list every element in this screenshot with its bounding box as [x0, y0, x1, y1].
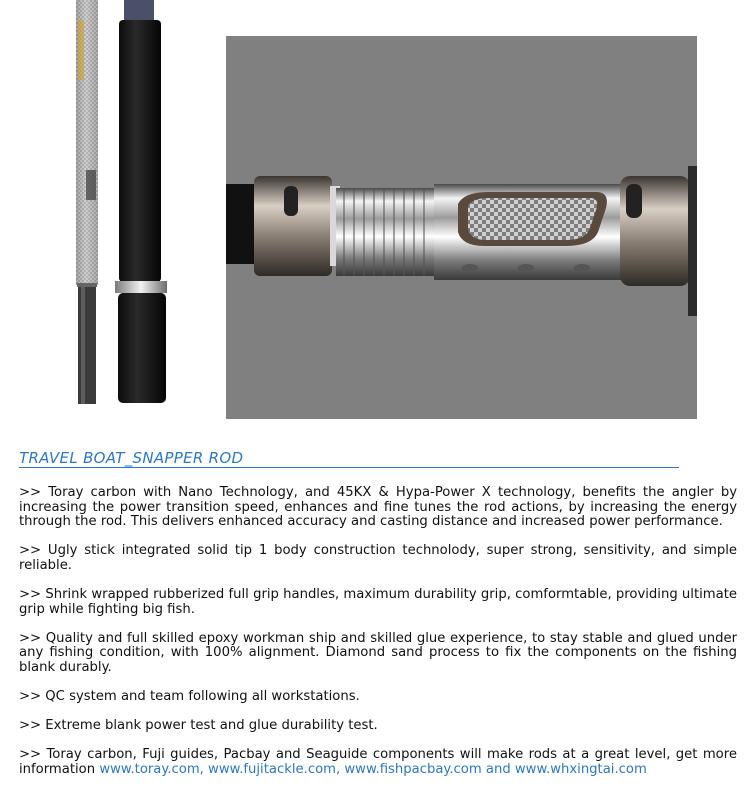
title-underline: [19, 467, 679, 468]
feature-paragraph: >> Extreme blank power test and glue durability test.: [19, 718, 378, 734]
feature-paragraph-links: [19, 748, 737, 777]
feature-paragraph: >> Toray carbon with Nano Technology, and 45KX & Hypa-Power X technology, benefits the angler by increasing the power transition speed, enhances and fine tunes the rod actions, by increasing the energy through the rod. This delivers enhanced accuracy and casting distance and increased power performance.: [19, 485, 737, 530]
rod-handle-photo: [62, 0, 192, 410]
feature-list: [19, 486, 737, 792]
links-intro-text: >> Toray carbon, Fuji guides, Pacbay and Seaguide components will make rods at a great level, get more information: [19, 747, 737, 777]
partner-links[interactable]: www.toray.com, www.fujitackle.com, www.fishpacbay.com and www.whxingtai.com: [99, 761, 647, 777]
feature-paragraph: >> Ugly stick integrated solid tip 1 body construction technolody, super strong, sensitivity, and simple reliable.: [19, 543, 737, 573]
reel-seat-photo: [226, 36, 697, 419]
product-title: TRAVEL BOAT_SNAPPER ROD: [19, 449, 244, 467]
feature-paragraph: >> Shrink wrapped rubberized full grip handles, maximum durability grip, comformtable, providing ultimate grip while fighting big fish.: [19, 586, 737, 617]
feature-paragraph: >> Quality and full skilled epoxy workman ship and skilled glue experience, to stay stable and glued under any fishing condition, with 100% alignment. Diamond sand process to fix the components on the fishing blank durably.: [19, 630, 737, 675]
feature-paragraph: >> QC system and team following all workstations.: [19, 688, 360, 704]
